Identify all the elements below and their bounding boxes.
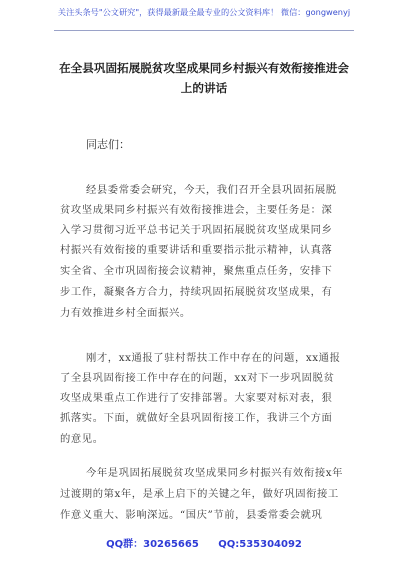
paragraph-2-line: 攻坚成果重点工作进行了安排部署。大家要对标对表，狠	[60, 392, 333, 404]
paragraph-3-line: 过渡期的第x年，是承上启下的关键之年，做好巩固衔接工	[60, 488, 339, 500]
header-banner	[0, 0, 408, 30]
paragraph-2-line: 刚才，xx通报了驻村帮扶工作中存在的问题，xx通报	[86, 352, 341, 364]
paragraph-2-line: 抓落实。下面，就做好全县巩固衔接工作，我讲三个方面	[60, 412, 333, 424]
footer-contact	[0, 535, 408, 550]
footer-qq-group: QQ群：30265665	[106, 539, 199, 550]
paragraph-1-line: 经县委常委会研究，今天，我们召开全县巩固拓展脱	[86, 184, 337, 196]
paragraph-3-line: 作意义重大、影响深远。“国庆”节前，县委常委会就巩	[60, 509, 323, 521]
document-title-line-2: 上的讲话	[180, 81, 228, 95]
header-divider	[54, 30, 354, 31]
paragraph-1-line: 步工作，凝聚各方合力，持续巩固拓展脱贫攻坚成果，有	[60, 286, 333, 298]
paragraph-1-line: 实全省、全市巩固衔接会议精神，聚焦重点任务，安排下	[60, 265, 333, 277]
paragraph-1-line: 力有效推进乡村全面振兴。	[60, 307, 191, 319]
paragraph-1-line: 贫攻坚成果同乡村振兴有效衔接推进会，主要任务是：深	[60, 204, 333, 216]
paragraph-2-line: 的意见。	[60, 433, 104, 445]
greeting: 同志们：	[86, 138, 130, 151]
header-banner-text: 关注头条号"公文研究"，获得最新最全最专业的公文资料库！ 微信：gongwenyj	[57, 7, 351, 17]
paragraph-1-line: 入学习贯彻习近平总书记关于巩固拓展脱贫攻坚成果同乡	[60, 224, 333, 236]
paragraph-3-line: 今年是巩固拓展脱贫攻坚成果同乡村振兴有效衔接x年	[86, 467, 344, 479]
document-title-line-1: 在全县巩固拓展脱贫攻坚成果同乡村振兴有效衔接推进会	[59, 61, 349, 75]
paragraph-1-line: 村振兴有效衔接的重要讲话和重要指示批示精神，认真落	[60, 244, 333, 256]
paragraph-2-line: 了全县巩固衔接工作中存在的问题，xx对下一步巩固脱贫	[60, 372, 335, 384]
footer-qq: QQ:535304092	[218, 539, 302, 550]
